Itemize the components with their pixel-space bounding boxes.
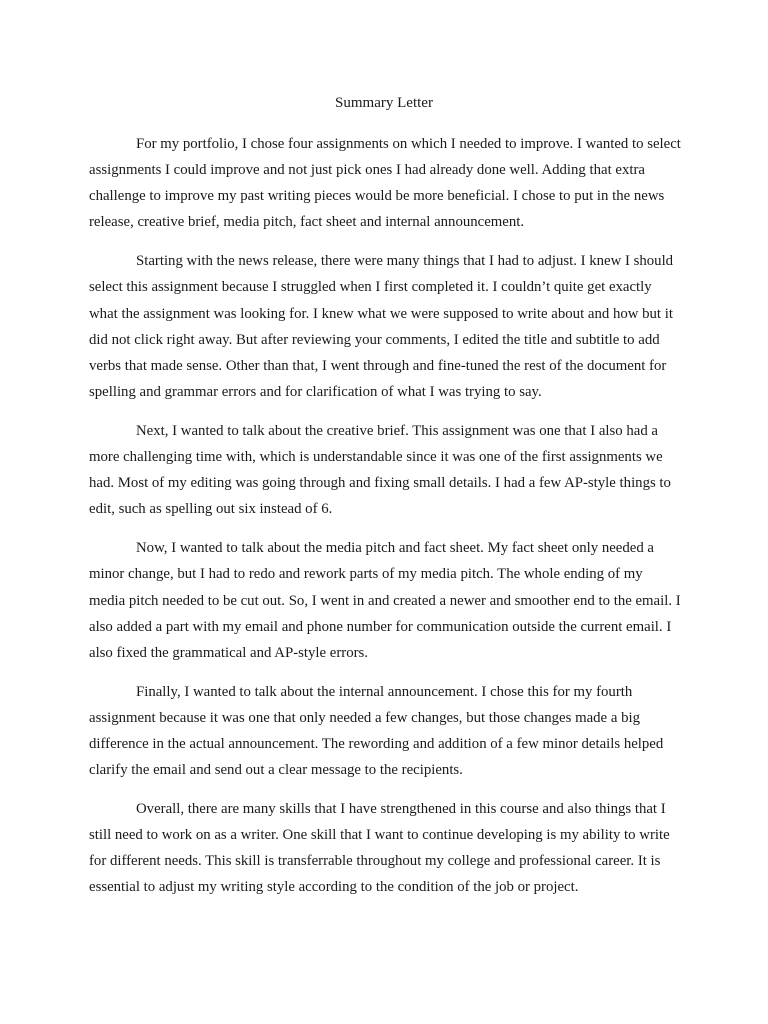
paragraph-intro: For my portfolio, I chose four assignments on which I needed to improve. I wanted to select assignments I could improve and not just pick ones I had already done well. Adding that extra challenge to improve my past writing pieces would be more beneficial. I chose to put in the news release, creative brief, media pitch, fact sheet and internal announcement. [89, 136, 681, 231]
document-body [89, 131, 681, 914]
paragraph-news-release: Starting with the news release, there were many things that I had to adjust. I knew I should select this assignment because I struggled when I first completed it. I couldn’t quite get exactly what the assignment was looking for. I knew what we were supposed to write about and how but it did not click right away. But after reviewing your comments, I edited the title and subtitle to add verbs that made sense. Other than that, I went through and fine-tuned the rest of the document for spelling and grammar errors and for clarification of what I was trying to say. [89, 253, 674, 400]
paragraph-internal-announcement: Finally, I wanted to talk about the internal announcement. I chose this for my fourth assignment because it was one that only needed a few changes, but those changes made a big difference in the actual announcement. The rewording and addition of a few minor details helped clarify the email and send out a clear message to the recipients. [89, 683, 664, 779]
paragraph-overall: Overall, there are many skills that I have strengthened in this course and also things that I still need to work on as a writer. One skill that I want to continue developing is my ability to write for different needs. This skill is transferrable throughout my college and professional career. It is essential to adjust my writing style according to the condition of the job or project. [89, 801, 670, 896]
page-title: Summary Letter [335, 95, 433, 111]
paragraph-creative-brief: Next, I wanted to talk about the creative brief. This assignment was one that I also had a more challenging time with, which is understandable since it was one of the first assignments we had. Most of my editing was going through and fixing small details. I had a few AP-style things to edit, such as spelling out six instead of 6. [89, 422, 671, 518]
paragraph-media-pitch: Now, I wanted to talk about the media pitch and fact sheet. My fact sheet only needed a minor change, but I had to redo and rework parts of my media pitch. The whole ending of my media pitch needed to be cut out. So, I went in and created a newer and smoother end to the email. I also added a part with my email and phone number for communication outside the current email. I also fixed the grammatical and AP-style errors. [89, 540, 681, 661]
